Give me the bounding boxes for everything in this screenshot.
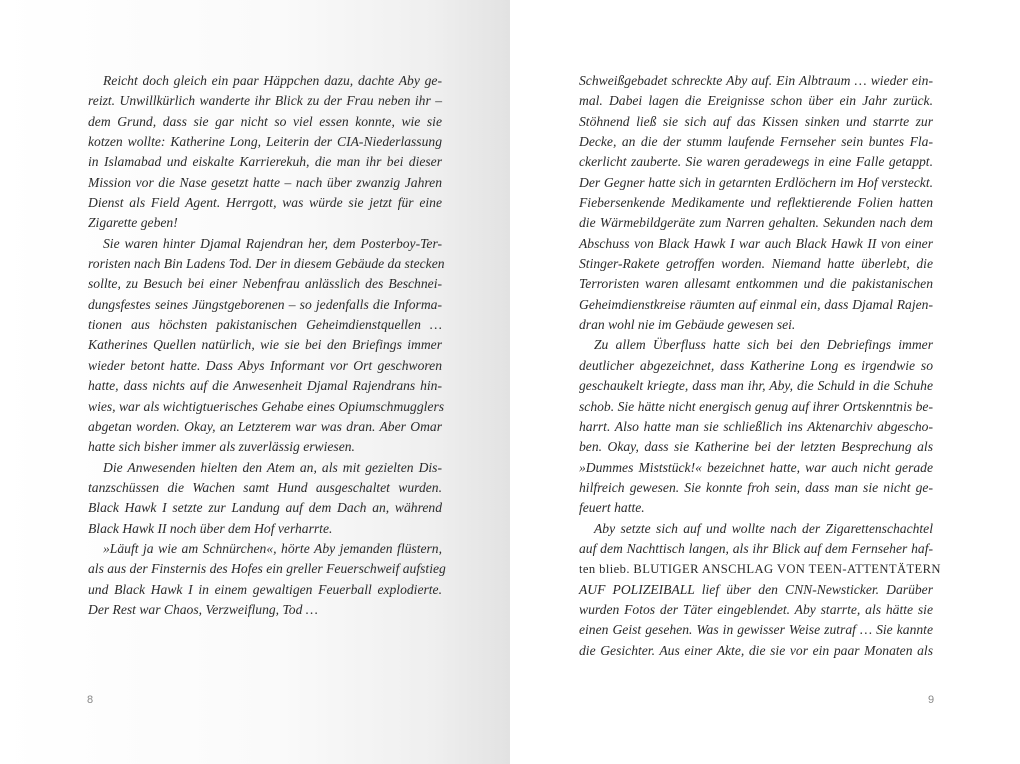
text-line: »Dummes Miststück!« bezeichnet hatte, war auch nicht gerade: [579, 459, 933, 475]
text-line: Dienst als Field Agent. Herrgott, was würde sie jetzt für eine: [88, 195, 442, 211]
text-line: geschaukelt kriegte, dass man ihr, Aby, die Schuld in die Schuhe: [579, 378, 933, 394]
text-line: mal. Dabei lagen die Ereignisse schon über ein Jahr zurück.: [579, 93, 933, 109]
text-line: Reicht doch gleich ein paar Häppchen dazu, dachte Aby ge-: [103, 73, 442, 88]
text-line: hatte, dass nichts auf die Anwesenheit Djamal Rajendrans hin-: [88, 378, 442, 394]
text-line: kotzen wollte: Katherine Long, Leiterin der CIA-Niederlassung: [88, 134, 442, 150]
text-line: Fiebersenkende Medikamente und reflektierende Folien hatten: [579, 195, 933, 211]
page-number: 8: [87, 694, 94, 706]
text-line: »Läuft ja wie am Schnürchen«, hörte Aby jemanden flüstern,: [103, 540, 442, 556]
text-line: hatte sich bisher immer als zuverlässig erwiesen.: [88, 439, 355, 455]
text-line: Decke, an die der stumm laufende Fernseher sein buntes Fla-: [579, 134, 933, 150]
text-line: Zu allem Überfluss hatte sich bei den Debriefings immer: [594, 337, 933, 353]
text-line: Black Hawk II noch über dem Hof verharrte.: [88, 520, 333, 536]
text-line: Der Rest war Chaos, Verzweiflung, Tod …: [88, 601, 318, 617]
text-line: Mission vor die Nase gesetzt hatte – nach über zwanzig Jahren: [88, 174, 442, 190]
text-line: Der Gegner hatte sich in getarnten Erdlöchern im Hof versteckt.: [579, 174, 933, 190]
right-page-text: [579, 71, 941, 661]
text-line: feuert hatte.: [579, 500, 645, 516]
text-line: Abschuss von Black Hawk I war auch Black Hawk II von einer: [579, 235, 933, 251]
text-line: sollte, zu Besuch bei einer Nebenfrau anlässlich des Beschnei-: [88, 276, 442, 292]
text-line: tionen aus höchsten pakistanischen Geheimdienstquellen …: [88, 317, 442, 333]
text-line: ben. Okay, dass sie Katherine bei der letzten Besprechung als: [579, 439, 933, 455]
text-line: Stinger-Rakete getroffen worden. Niemand hatte überlebt, die: [579, 256, 933, 272]
text-line: tanzschüssen die Wachen samt Hund ausgeschaltet wurden.: [88, 479, 442, 495]
right-page: [510, 0, 1020, 764]
text-line: Black Hawk I setzte zur Landung auf dem Dach an, während: [88, 500, 442, 516]
text-line: auf dem Nachttisch langen, als ihr Blick auf dem Fernseher haf-: [579, 540, 933, 556]
text-line: in Islamabad und eiskalte Karrierekuh, die man ihr bei dieser: [88, 154, 442, 170]
text-line: die Gesichter. Aus einer Akte, die sie vor ein paar Monaten als: [579, 642, 933, 658]
left-page-text: [88, 71, 446, 620]
text-line: dran wohl nie im Gebäude gewesen sei.: [579, 317, 796, 333]
text-line: Zigarette geben!: [88, 215, 178, 231]
text-line: dem Grund, dass sie gar nicht so viel essen konnte, wie sie: [88, 113, 442, 129]
text-line: Sie waren hinter Djamal Rajendran her, dem Posterboy-Ter-: [103, 235, 442, 251]
text-line: Terroristen waren allesamt entkommen und die pakistanischen: [579, 276, 933, 292]
text-line: AUF POLIZEIBALL lief über den CNN-Newsticker. Darüber: [579, 581, 933, 597]
text-line: deutlicher abgezeichnet, dass Katherine Long es irgendwie so: [579, 357, 933, 373]
text-line: roristen nach Bin Ladens Tod. Der in diesem Gebäude da stecken: [88, 256, 445, 272]
text-line: die Wärmebildgeräte zum Narren gehalten. Sekunden nach dem: [579, 215, 933, 231]
text-line: hilfreich gewesen. Sie konnte froh sein, dass man sie nicht ge-: [579, 479, 933, 495]
text-line: reizt. Unwillkürlich wanderte ihr Blick zu der Frau neben ihr –: [88, 93, 442, 109]
text-line: wies, war als wichtigtuerisches Gehabe eines Opiumschmugglers: [88, 398, 445, 414]
text-line: schob. Sie hätte nicht energisch genug auf ihrer Ortskenntnis be-: [579, 398, 933, 414]
text-line: Geheimdienstkreise räumten auf einmal ein, dass Djamal Rajen-: [579, 296, 933, 312]
text-line: Stöhnend ließ sie sich auf das Kissen sinken und starrte zur: [579, 113, 933, 129]
text-line: harrt. Also hatte man sie schließlich ins Aktenarchiv abgescho-: [579, 418, 933, 434]
text-line: Aby setzte sich auf und wollte nach der Zigarettenschachtel: [594, 520, 933, 536]
text-line: Katherines Quellen natürlich, wie sie bei den Briefings immer: [88, 337, 442, 353]
text-line: ten blieb. BLUTIGER ANSCHLAG VON TEEN-ATTENTÄTERN: [579, 562, 941, 577]
text-line: einen Geist gesehen. Was in gewisser Weise zutraf … Sie kannte: [579, 622, 933, 638]
text-line: wieder betont hatte. Dass Abys Informant vor Ort geschworen: [88, 357, 442, 373]
text-line: Schweißgebadet schreckte Aby auf. Ein Albtraum … wieder ein-: [579, 73, 933, 88]
text-line: abgetan worden. Okay, an Letzterem war was dran. Aber Omar: [88, 418, 442, 434]
text-line: und Black Hawk I in einem gewaltigen Feuerball explodierte.: [88, 581, 442, 597]
page-number: 9: [928, 694, 935, 706]
text-line: als aus der Finsternis des Hofes ein greller Feuerschweif aufstieg: [88, 561, 446, 577]
text-line: ckerlicht zauberte. Sie waren geradewegs in eine Falle getappt.: [579, 154, 933, 170]
text-line: wurden Fotos der Täter eingeblendet. Aby starrte, als hätte sie: [579, 601, 933, 617]
text-line: Die Anwesenden hielten den Atem an, als mit gezielten Dis-: [103, 459, 442, 475]
text-line: dungsfestes seines Jüngstgeborenen – so jedenfalls die Informa-: [88, 296, 442, 312]
